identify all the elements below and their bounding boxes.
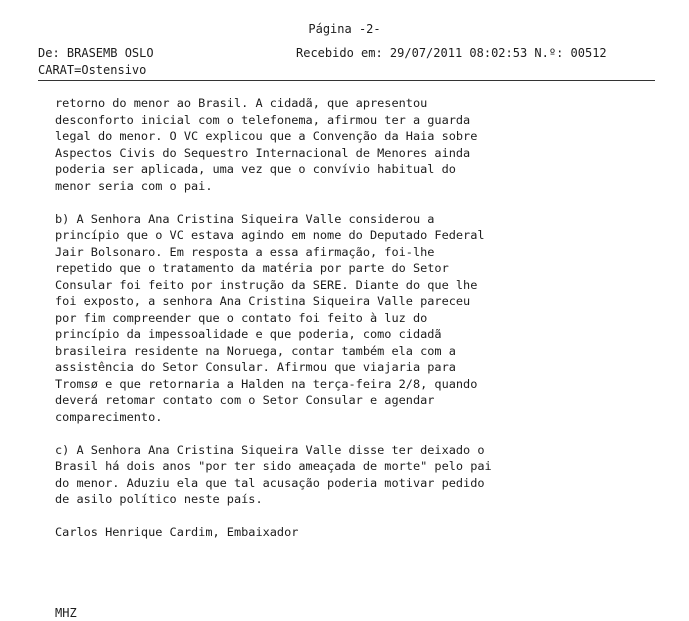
text-line: do menor. Aduziu ela que tal acusação poderia motivar pedido	[55, 475, 485, 490]
text-line: comparecimento.	[55, 409, 163, 424]
text-line: Brasil há dois anos "por ter sido ameaçada de morte" pelo pai	[55, 459, 492, 473]
page-number: Página -2-	[308, 22, 381, 36]
text-line: deverá retomar contato com o Setor Consular e agendar	[55, 393, 435, 407]
paragraph-a-continuation	[55, 95, 615, 194]
text-line: legal do menor. O VC explicou que a Convenção da Haia sobre	[55, 129, 478, 143]
text-line: menor seria com o pai.	[55, 178, 213, 193]
text-line: Consular foi feito por instrução da SERE. Diante do que lhe	[55, 277, 478, 292]
document-body	[55, 95, 615, 557]
text-line: de asilo político neste país.	[55, 492, 263, 506]
sender-line: De: BRASEMB OSLO	[38, 46, 154, 60]
text-line: desconforto inicial com o telefonema, afirmou ter a guarda	[55, 112, 471, 127]
paragraph-b	[55, 211, 615, 426]
text-line: Aspectos Civis do Sequestro Internacional de Menores ainda	[55, 145, 471, 160]
text-line: Tromsø e que retornaria a Halden na terça-feira 2/8, quando	[55, 376, 478, 391]
text-line: assistência do Setor Consular. Afirmou que viajaria para	[55, 360, 456, 374]
drafter-initials: MHZ	[55, 606, 77, 620]
text-line: retorno do menor ao Brasil. A cidadã, que apresentou	[55, 96, 428, 110]
text-line: b) A Senhora Ana Cristina Siqueira Valle considerou a	[55, 211, 435, 226]
text-line: repetido que o tratamento da matéria por parte do Setor	[55, 261, 449, 275]
text-line: c) A Senhora Ana Cristina Siqueira Valle disse ter deixado o	[55, 442, 485, 457]
classification-line: CARAT=Ostensivo	[38, 63, 147, 77]
text-line: poderia ser aplicada, uma vez que o convívio habitual do	[55, 162, 456, 176]
paragraph-c	[55, 442, 615, 508]
received-line: Recebido em: 29/07/2011 08:02:53 N.º: 00512	[296, 46, 607, 60]
text-line: Jair Bolsonaro. Em resposta a essa afirmação, foi-lhe	[55, 244, 435, 259]
text-line: por fim compreender que o contato foi feito à luz do	[55, 310, 428, 325]
text-line: princípio que o VC estava agindo em nome do Deputado Federal	[55, 228, 485, 242]
document-header	[38, 46, 658, 63]
header-divider	[38, 80, 655, 81]
signature	[55, 524, 615, 541]
signature-line: Carlos Henrique Cardim, Embaixador	[55, 525, 299, 539]
text-line: princípio da impessoalidade e que poderia, como cidadã	[55, 327, 442, 341]
text-line: foi exposto, a senhora Ana Cristina Siqueira Valle pareceu	[55, 294, 471, 308]
text-line: brasileira residente na Noruega, contar também ela com a	[55, 343, 456, 358]
